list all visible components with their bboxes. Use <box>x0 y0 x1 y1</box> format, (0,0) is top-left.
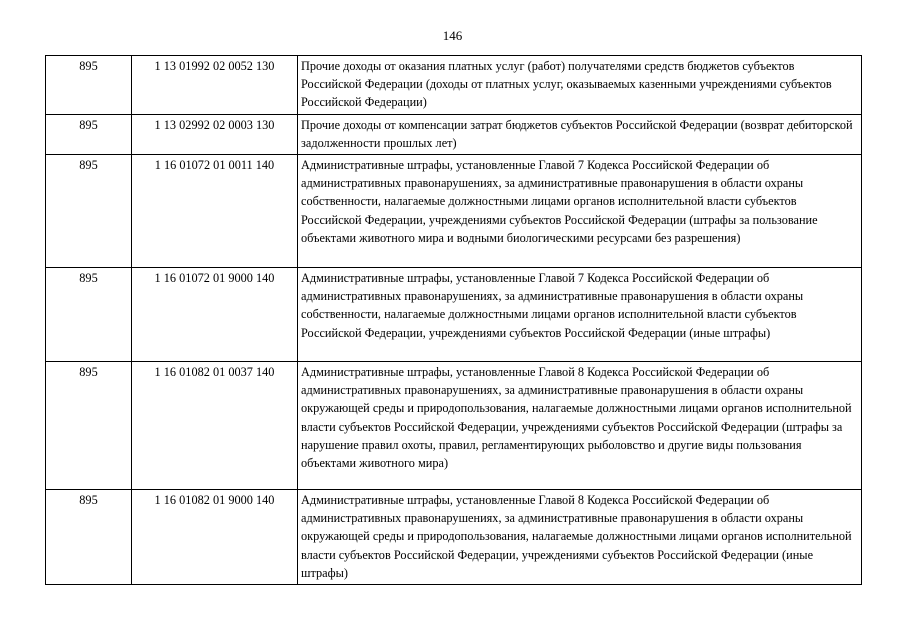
budget-code-cell: 1 16 01072 01 9000 140 <box>132 268 298 362</box>
table-row <box>46 114 862 154</box>
budget-code-cell: 1 13 01992 02 0052 130 <box>132 56 298 115</box>
table-row <box>46 490 862 585</box>
description-cell: Административные штрафы, установленные Главой 8 Кодекса Российской Федерации об административных правонарушениях, за административные правонарушения в области охраны окружающей среды и природопользования, налагаемые должностными лицами органов исполнительной власти субъектов Российской Федерации, учреждениями субъектов Российской Федерации (иные штрафы) <box>298 490 862 585</box>
description-cell: Прочие доходы от оказания платных услуг (работ) получателями средств бюджетов субъектов Российской Федерации (доходы от платных услуг, оказываемых казенными учреждениями субъектов Российской Федерации) <box>298 56 862 115</box>
description-cell: Административные штрафы, установленные Главой 8 Кодекса Российской Федерации об административных правонарушениях, за административные правонарушения в области охраны окружающей среды и природопользования, налагаемые должностными лицами органов исполнительной власти субъектов Российской Федерации, учреждениями субъектов Российской Федерации (штрафы за нарушение правил охоты, правил, регламентирующих рыболовство и другие виды пользования объектами животного мира) <box>298 362 862 490</box>
budget-code-cell: 1 16 01082 01 0037 140 <box>132 362 298 490</box>
page-number: 146 <box>442 28 463 43</box>
budget-code-cell: 1 16 01072 01 0011 140 <box>132 155 298 268</box>
admin-code-cell: 895 <box>46 155 132 268</box>
table-row <box>46 362 862 490</box>
table-row <box>46 155 862 268</box>
admin-code-cell: 895 <box>46 56 132 115</box>
table-row <box>46 268 862 362</box>
budget-code-cell: 1 13 02992 02 0003 130 <box>132 114 298 154</box>
description-cell: Административные штрафы, установленные Главой 7 Кодекса Российской Федерации об административных правонарушениях, за административные правонарушения в области охраны собственности, налагаемые должностными лицами органов исполнительной власти субъектов Российской Федерации, учреждениями субъектов Российской Федерации (штрафы за пользование объектами животного мира и водными биологическими ресурсами без разрешения) <box>298 155 862 268</box>
description-cell: Прочие доходы от компенсации затрат бюджетов субъектов Российской Федерации (возврат дебиторской задолженности прошлых лет) <box>298 114 862 154</box>
budget-revenue-table <box>45 55 862 585</box>
admin-code-cell: 895 <box>46 490 132 585</box>
budget-code-cell: 1 16 01082 01 9000 140 <box>132 490 298 585</box>
description-cell: Административные штрафы, установленные Главой 7 Кодекса Российской Федерации об административных правонарушениях, за административные правонарушения в области охраны собственности, налагаемые должностными лицами органов исполнительной власти субъектов Российской Федерации, учреждениями субъектов Российской Федерации (иные штрафы) <box>298 268 862 362</box>
admin-code-cell: 895 <box>46 114 132 154</box>
admin-code-cell: 895 <box>46 362 132 490</box>
table-row <box>46 56 862 115</box>
admin-code-cell: 895 <box>46 268 132 362</box>
